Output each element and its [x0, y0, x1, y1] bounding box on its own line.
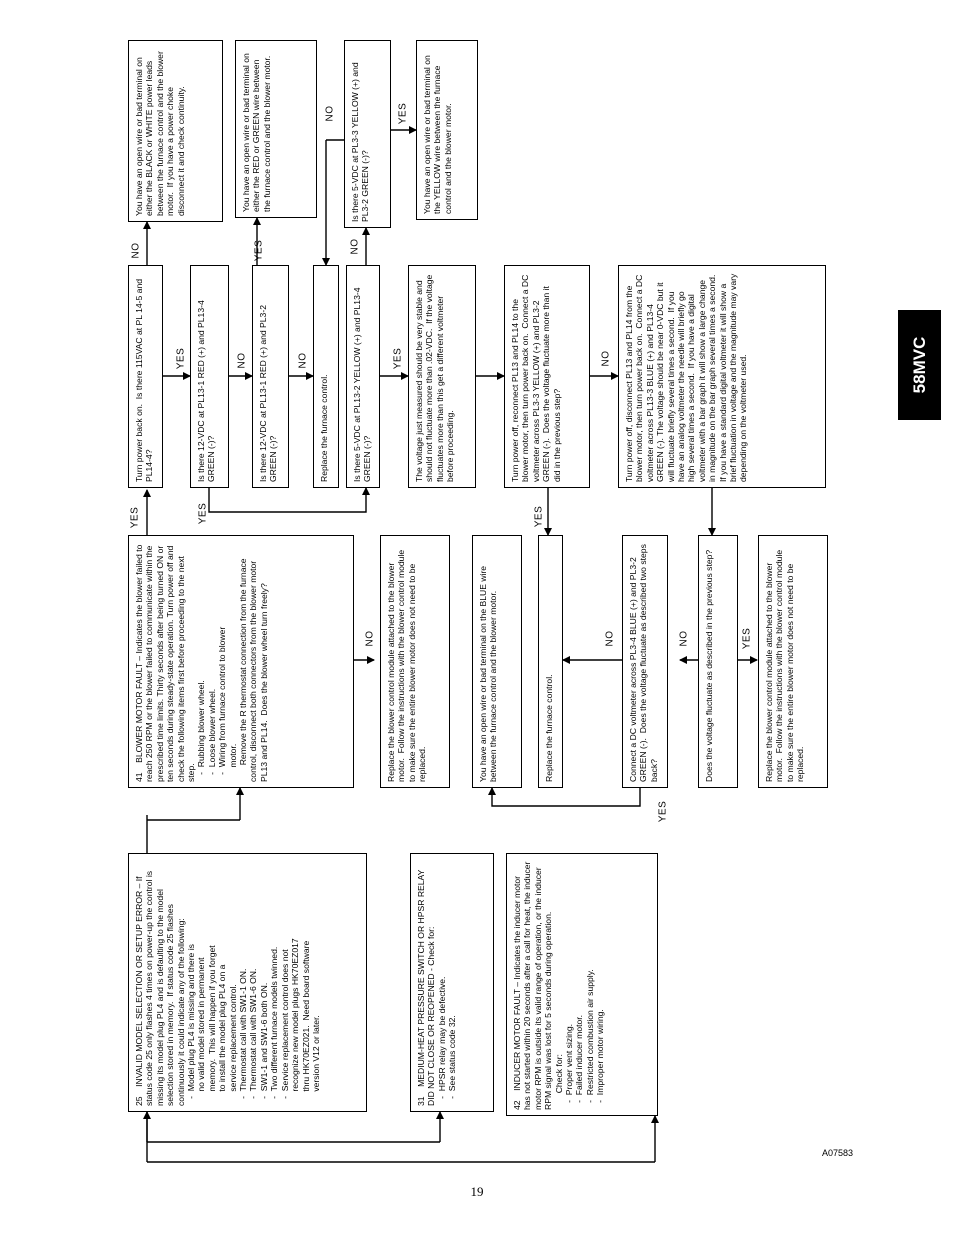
replace-furnace-control-text-2: Replace the furnace control.	[544, 674, 554, 782]
model-tab-label: 58MVC	[909, 336, 929, 394]
question-5vdc-a-box	[346, 265, 380, 488]
yes-label: YES	[533, 505, 545, 528]
question-115vac-text: Turn power back on. Is there 115VAC at PL 14-5 and PL14-4?	[134, 276, 155, 482]
no-label: NO	[324, 105, 336, 122]
replace-furnace-control-box-1	[313, 265, 339, 488]
yes-label: YES	[129, 506, 141, 529]
stable-voltage-box	[408, 265, 476, 488]
yes-label: YES	[397, 102, 409, 125]
no-label: NO	[297, 352, 309, 369]
no-label: NO	[364, 630, 376, 647]
yes-label: YES	[253, 239, 265, 262]
open-black-white-text: You have an open wire or bad terminal on either the BLACK or WHITE power leads between the furnace control and the blower motor. If you have a power choke disconnect it and check continuity.	[134, 48, 186, 216]
model-tab	[898, 310, 941, 420]
yes-label: YES	[197, 502, 209, 525]
yes-label: YES	[741, 627, 753, 650]
voltage-fluctuate-question-text: Does the voltage fluctuate as described in the previous step?	[704, 549, 714, 782]
replace-blower-module-box-1	[380, 535, 450, 788]
status-code-31-box	[410, 853, 494, 1112]
open-yellow-box	[416, 40, 478, 220]
question-5vdc-b-box	[344, 40, 391, 228]
question-12vdc-a-box	[190, 265, 229, 488]
open-black-white-box	[128, 40, 223, 222]
no-label: NO	[678, 630, 690, 647]
yes-label: YES	[175, 347, 187, 370]
page-number: 19	[470, 1184, 484, 1199]
disconnect-plugs-box	[618, 265, 826, 488]
open-red-green-text: You have an open wire or bad terminal on either the RED or GREEN wire between the furnace control and the blower motor.	[241, 50, 272, 212]
no-label: NO	[130, 242, 142, 259]
status-code-31-text: 31 MEDIUM-HEAT PRESSURE SWITCH OR HPSR RELAY DID NOT CLOSE OR REOPENED - Check for: - HPSR relay may be defective. - See status code 32.	[416, 869, 458, 1106]
dc-voltmeter-blue-text: Connect a DC voltmeter across PL3-4 BLUE (+) and PL3-2 GREEN (-). Does the voltage fluctuate as described two steps back?	[628, 541, 659, 782]
status-code-42-box	[506, 853, 658, 1116]
open-blue-wire-text: You have an open wire or bad terminal on the BLUE wire between the furnace control and the blower motor.	[478, 563, 499, 782]
status-code-42-text: 42 INDUCER MOTOR FAULT – Indicates the inducer motor has not started within 20 seconds after a call for heat, the inducer motor RPM is outside its valid range of operation, or the inducer RPM signal was lost for 5 seconds during operation. Check for: - Proper vent sizing. - Failed inducer motor. - Restricted combustion air supply. - Improper motor wiring.	[512, 861, 606, 1110]
dc-voltmeter-blue-box	[622, 535, 668, 788]
yes-label: YES	[657, 800, 669, 823]
question-12vdc-a-text: Is there 12-VDC at PL13-1 RED (+) and PL13-4 GREEN (-)?	[196, 297, 217, 482]
disconnect-plugs-text: Turn power off, disconnect PL13 and PL14 from the blower motor, then turn power back on. Connect a DC voltmeter across PL13-3 BLUE (+) and PL13-4 GREEN (-). The voltage should be near 0-VDC but it will fluctuate briefly several times a second. If you have an analog voltmeter the needle will briefly go high several times a second. If you have a digital voltmeter with a bar graph it will show a large change in magnitude on the bar graph several times a second. If you have a standard digital voltmeter it will show a brief fluctuation in voltage and the magnitude may vary depending on the voltmeter used.	[624, 269, 749, 482]
status-code-25-text: 25 INVALID MODEL SELECTION OR SETUP ERROR – If status code 25 only flashes 4 times on power-up the control is missing its model plug PL4 and is defaulting to the model selection stored in memory. If status code 25 flashes continuously it could indicate any of the following: - Model plug PL4 is missing and there is no valid model stored in permanent memory. This will happen if you forget to install the model plug PL4 on a service replacement control. - Thermostat call with SW1-1 ON. - Thermostat call with SW1-6 ON. - SW1-1 and SW1-6 both ON. - Two different furnace models twinned. - Service replacement control does not recognize new model plugs HK70EZ017 thru HK70EZ021. Need board software version V12 or later.	[134, 870, 321, 1106]
question-12vdc-b-box	[252, 265, 289, 488]
replace-furnace-control-text-1: Replace the furnace control.	[319, 374, 329, 482]
open-yellow-text: You have an open wire or bad terminal on the YELLOW wire between the furnace control and the blower motor.	[422, 52, 453, 214]
reconnect-plugs-box	[504, 265, 590, 488]
no-label: NO	[600, 350, 612, 367]
status-code-41-text: 41 BLOWER MOTOR FAULT – Indicates the blower failed to reach 250 RPM or the blower failed to communicate within the prescribed time limits. Thirty seconds after being turned ON or ten seconds during steady-state operation. Turn power off and check the following items first before proceeding to the next step. - Rubbing blower wheel. - Loose blower wheel. - Wiring from furnace control to blower motor. Remove the R thermostat connection from the furnace control, disconnect both connectors from the blower motor PL13 and PL14. Does the blower wheel turn freely?	[134, 544, 269, 782]
yes-label: YES	[392, 347, 404, 370]
question-5vdc-b-text: Is there 5-VDC at PL3-3 YELLOW (+) and PL3-2 GREEN (-)?	[350, 59, 371, 222]
open-blue-wire-box	[472, 535, 522, 788]
status-code-41-box	[128, 535, 354, 788]
voltage-fluctuate-question-box	[698, 535, 738, 788]
question-115vac-box	[128, 265, 163, 488]
open-red-green-box	[235, 40, 317, 218]
status-code-25-box	[128, 853, 367, 1112]
no-label: NO	[349, 238, 361, 255]
replace-blower-module-text-1: Replace the blower control module attached to the blower motor. Follow the instructions with the blower control module to make sure the entire blower motor does not need to be replaced.	[386, 547, 428, 782]
question-5vdc-a-text: Is there 5-VDC at PL13-2 YELLOW (+) and PL13-4 GREEN (-)?	[352, 285, 373, 482]
stable-voltage-text: The voltage just measured should be very stable and should not fluctuate more than .02-VDC. If the voltage fluctuates more than this get a different voltmeter before proceeding.	[414, 272, 456, 482]
no-label: NO	[604, 630, 616, 647]
no-label: NO	[236, 352, 248, 369]
reconnect-plugs-text: Turn power off, reconnect PL13 and PL14 to the blower motor, then turn power back on. Connect a DC voltmeter across PL3-3 YELLOW (+) and PL3-2 GREEN (-). Does the voltage fluctuate more than it did in the previous step?	[510, 272, 562, 482]
figure-code: A07583	[822, 1148, 854, 1158]
replace-blower-module-box-2	[758, 535, 828, 788]
replace-blower-module-text-2: Replace the blower control module attached to the blower motor. Follow the instructions with the blower control module to make sure the entire blower motor does not need to be replaced.	[764, 547, 806, 782]
question-12vdc-b-text: Is there 12-VDC at PL13-1 RED (+) and PL3-2 GREEN (-)?	[258, 302, 279, 482]
replace-furnace-control-box-2	[538, 535, 563, 788]
